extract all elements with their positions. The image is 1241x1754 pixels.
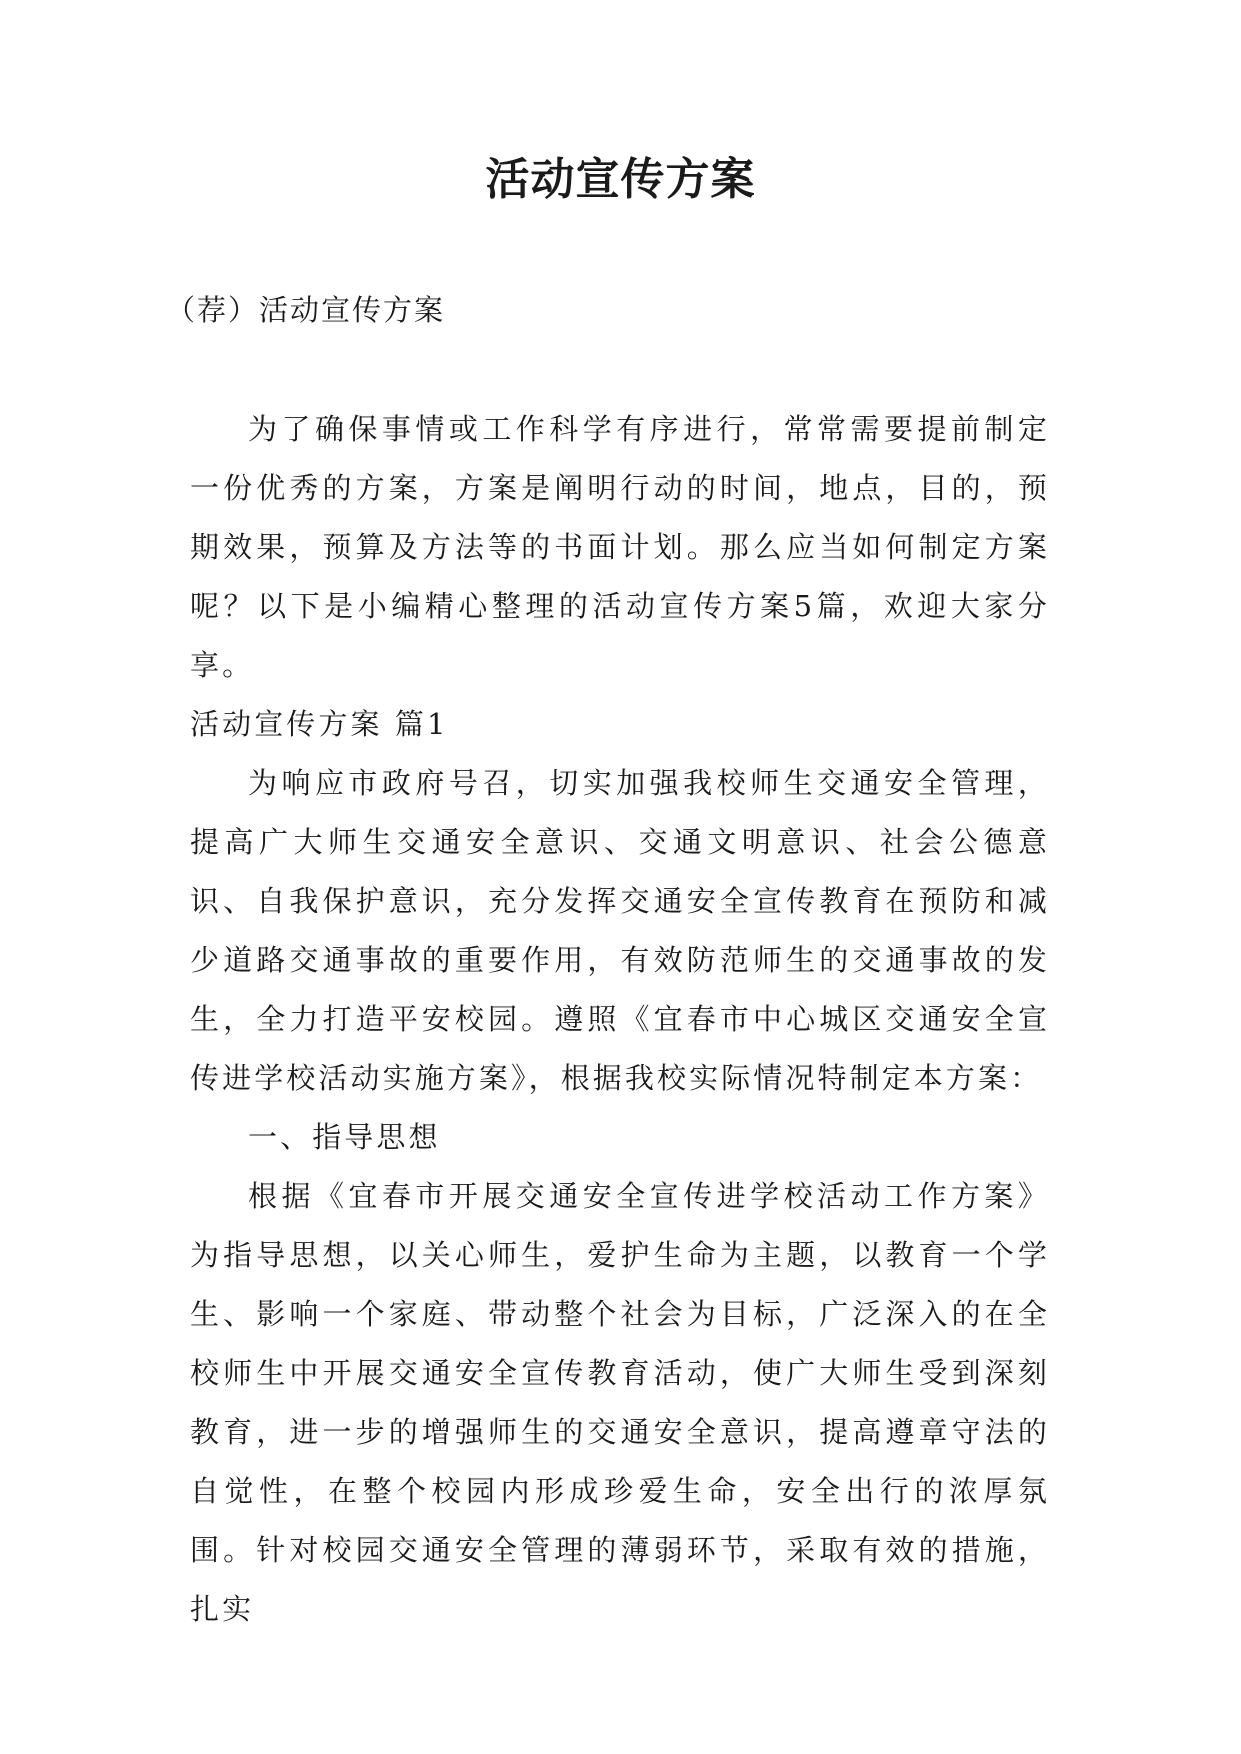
document-subtitle: （荐）活动宣传方案 <box>166 293 446 327</box>
section-heading: 一、指导思想 <box>248 1120 441 1154</box>
document-title: 活动宣传方案 <box>485 154 756 205</box>
section-intro-paragraph: 为响应市政府号召，切实加强我校师生交通安全管理，提高广大师生交通安全意识、交通文明意识、社会公德意识、自我保护意识，充分发挥交通安全宣传教育在预防和减少道路交通事故的重要作用，有效防范师生的交通事故的发生，全力打造平安校园。遵照《宜春市中心城区交通安全宣传进学校活动实施方案》，根据我校实际情况特制定本方案： <box>190 766 1050 1095</box>
document-body <box>190 400 1050 1639</box>
section-title: 活动宣传方案 篇1 <box>190 707 449 741</box>
guiding-ideology-paragraph: 根据《宜春市开展交通安全宣传进学校活动工作方案》为指导思想，以关心师生，爱护生命为主题，以教育一个学生、影响一个家庭、带动整个社会为目标，广泛深入的在全校师生中开展交通安全宣传教育活动，使广大师生受到深刻教育，进一步的增强师生的交通安全意识，提高遵章守法的自觉性，在整个校园内形成珍爱生命，安全出行的浓厚氛围。针对校园交通安全管理的薄弱环节，采取有效的措施，扎实 <box>190 1179 1050 1626</box>
intro-paragraph: 为了确保事情或工作科学有序进行，常常需要提前制定一份优秀的方案，方案是阐明行动的时间，地点，目的，预期效果，预算及方法等的书面计划。那么应当如何制定方案呢？以下是小编精心整理的活动宣传方案5篇，欢迎大家分享。 <box>190 412 1050 682</box>
